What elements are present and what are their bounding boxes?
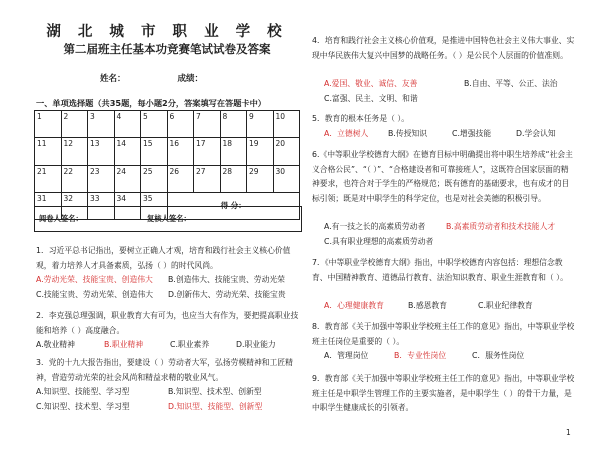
answer-cell: 11 [35,138,62,165]
q7-option-b: B.感恩教育 [408,301,448,310]
answer-cell: 8 [220,111,247,138]
answer-cell: 4 [114,111,141,138]
q4-option-c: C.富强、民主、文明、和谐 [324,94,418,103]
answer-cell: 28 [220,165,247,192]
answer-cell: 1 [35,111,62,138]
q5-option-b: B.传授知识 [388,129,428,138]
question-9: 9．教育部《关于加强中等职业学校班主任工作的意见》指出，中等职业学校班主任是中职学生管理工作的主要实施者，是中职学生（ ）的骨干力量，是中职学生健康成长的引领者。 [312,374,575,412]
answer-sheet-table [34,110,300,220]
answer-cell: 26 [167,165,194,192]
question-5: 5．教育的根本任务是（ ）。 [312,114,410,123]
q6-option-c: C.具有职业理想的高素质劳动者 [324,237,434,246]
answer-row [35,111,300,138]
answer-cell: 10 [273,111,300,138]
exam-title: 第二届班主任基本功竞赛笔试试卷及答案 [63,42,271,56]
q1-option-b: B.创造伟大、技能宝贵、劳动光荣 [168,275,285,284]
answer-cell: 7 [194,111,221,138]
answer-cell: 5 [141,111,168,138]
q4-option-a: A.爱国、敬业、诚信、友善 [324,79,418,88]
answer-cell: 3 [88,111,115,138]
answer-cell: 27 [194,165,221,192]
answer-cell: 31 [35,192,62,219]
page-number: 1 [566,428,571,437]
question-7: 7．《中等职业学校德育大纲》指出，中职学校德育内容包括：理想信念教育、中国精神教育、道德品行教育、法治知识教育、职业生涯教育和（ ）。 [312,258,568,282]
q3-option-b: B.知识型、技术型、创新型 [168,387,262,396]
answer-cell: 20 [273,138,300,165]
answer-cell: 18 [220,138,247,165]
question-1: 1．习近平总书记指出，要树立正确人才观，培育和践行社会主义核心价值观，着力培养人才具备素质，弘扬（ ）的时代风尚。 [36,246,291,270]
answer-cell: 33 [88,192,115,219]
q2-option-a: A.敬业精神 [36,340,75,349]
answer-row [35,165,300,192]
q1-option-d: D.创新伟大、劳动光荣、技能宝贵 [168,290,286,299]
q5-option-a: A．立德树人 [324,129,369,138]
school-name: 湖 北 城 市 职 业 学 校 [46,23,288,40]
q6-option-b: B.高素质劳动者和技术技能人才 [446,222,556,231]
answer-cell: 16 [167,138,194,165]
answer-cell: 17 [194,138,221,165]
q8-option-a: A．管理岗位 [324,351,369,360]
answer-cell: 9 [247,111,274,138]
q1-option-c: C.技能宝贵、劳动光荣、创造伟大 [36,290,154,299]
q3-option-a: A.知识型、技能型、学习型 [36,387,130,396]
answer-cell: 34 [114,192,141,219]
answer-cell: 25 [141,165,168,192]
grader-signature-label: 阅卷人签名： [39,214,83,223]
q4-option-b: B.自由、平等、公正、法治 [464,79,558,88]
answer-cell: 13 [88,138,115,165]
answer-cell: 29 [247,165,274,192]
reviewer-signature-label: 复核人签名： [147,214,191,223]
answer-cell: 15 [141,138,168,165]
answer-cell: 21 [35,165,62,192]
answer-cell: 6 [167,111,194,138]
q7-option-a: A．心理健康教育 [324,301,384,310]
score-label: 成绩： [177,74,203,84]
q6-option-a: A.有一技之长的高素质劳动者 [324,222,426,231]
section-heading: 一、单项选择题（共35题，每小题2分，答案填写在答题卡中） [36,98,266,108]
q5-option-d: D.学会认知 [516,129,556,138]
q2-option-c: C.职业素养 [170,340,210,349]
q1-option-a: A.劳动光荣、技能宝贵、创造伟大 [36,275,153,284]
answer-cell: 2 [61,111,88,138]
answer-row [35,138,300,165]
answer-cell: 14 [114,138,141,165]
question-2: 2．李克强总理强调，职业教育大有可为，也应当大有作为，要把提高职业技能和培养（ ）高度融合。 [36,311,299,335]
question-3: 3．党的十九大报告指出，要建设（ ）劳动者大军，弘扬劳模精神和工匠精神，营造劳动光荣的社会风尚和精益求精的敬业风气。 [36,358,293,382]
answer-cell: 19 [247,138,274,165]
answer-cell: 12 [61,138,88,165]
grid-score-label: 得 分： [167,192,300,219]
signature-row [34,206,302,232]
question-6: 6.《中等职业学校德育大纲》在德育目标中明确提出将中职生培养成“社会主义合格公民”、“（ ）”、“合格建设者和可靠接班人”，这既符合国家层面的精神要求，也符合对于学生的严格规范；既有德育的基础要求，也有成才的目标引领；既是对中职学生的科学定位，也是对社会美德的积极引导。 [312,150,573,203]
q8-option-b: B．专业性岗位 [394,351,447,360]
answer-cell: 23 [88,165,115,192]
answer-cell: 30 [273,165,300,192]
q8-option-c: C．服务性岗位 [472,351,525,360]
answer-cell: 24 [114,165,141,192]
name-score-row [100,72,203,84]
question-4: 4．培育和践行社会主义核心价值观，是推进中国特色社会主义伟大事业、实现中华民族伟大复兴中国梦的战略任务。（ ）是公民个人层面的价值准则。 [312,36,575,60]
q2-option-b: B.职业精神 [104,340,144,349]
name-label: 姓名： [100,74,126,84]
answer-cell: 35 [141,192,168,219]
answer-cell: 32 [61,192,88,219]
question-8: 8．教育部《关于加强中等职业学校班主任工作的意见》指出，中等职业学校班主任岗位是重要的（ ）。 [312,322,575,346]
q3-option-c: C.知识型、技术型、学习型 [36,402,130,411]
q7-option-c: C.职业纪律教育 [478,301,533,310]
answer-cell: 22 [61,165,88,192]
q5-option-c: C.增强技能 [452,129,492,138]
q2-option-d: D.职业能力 [236,340,276,349]
q3-option-d: D.知识型、技能型、创新型 [168,402,263,411]
